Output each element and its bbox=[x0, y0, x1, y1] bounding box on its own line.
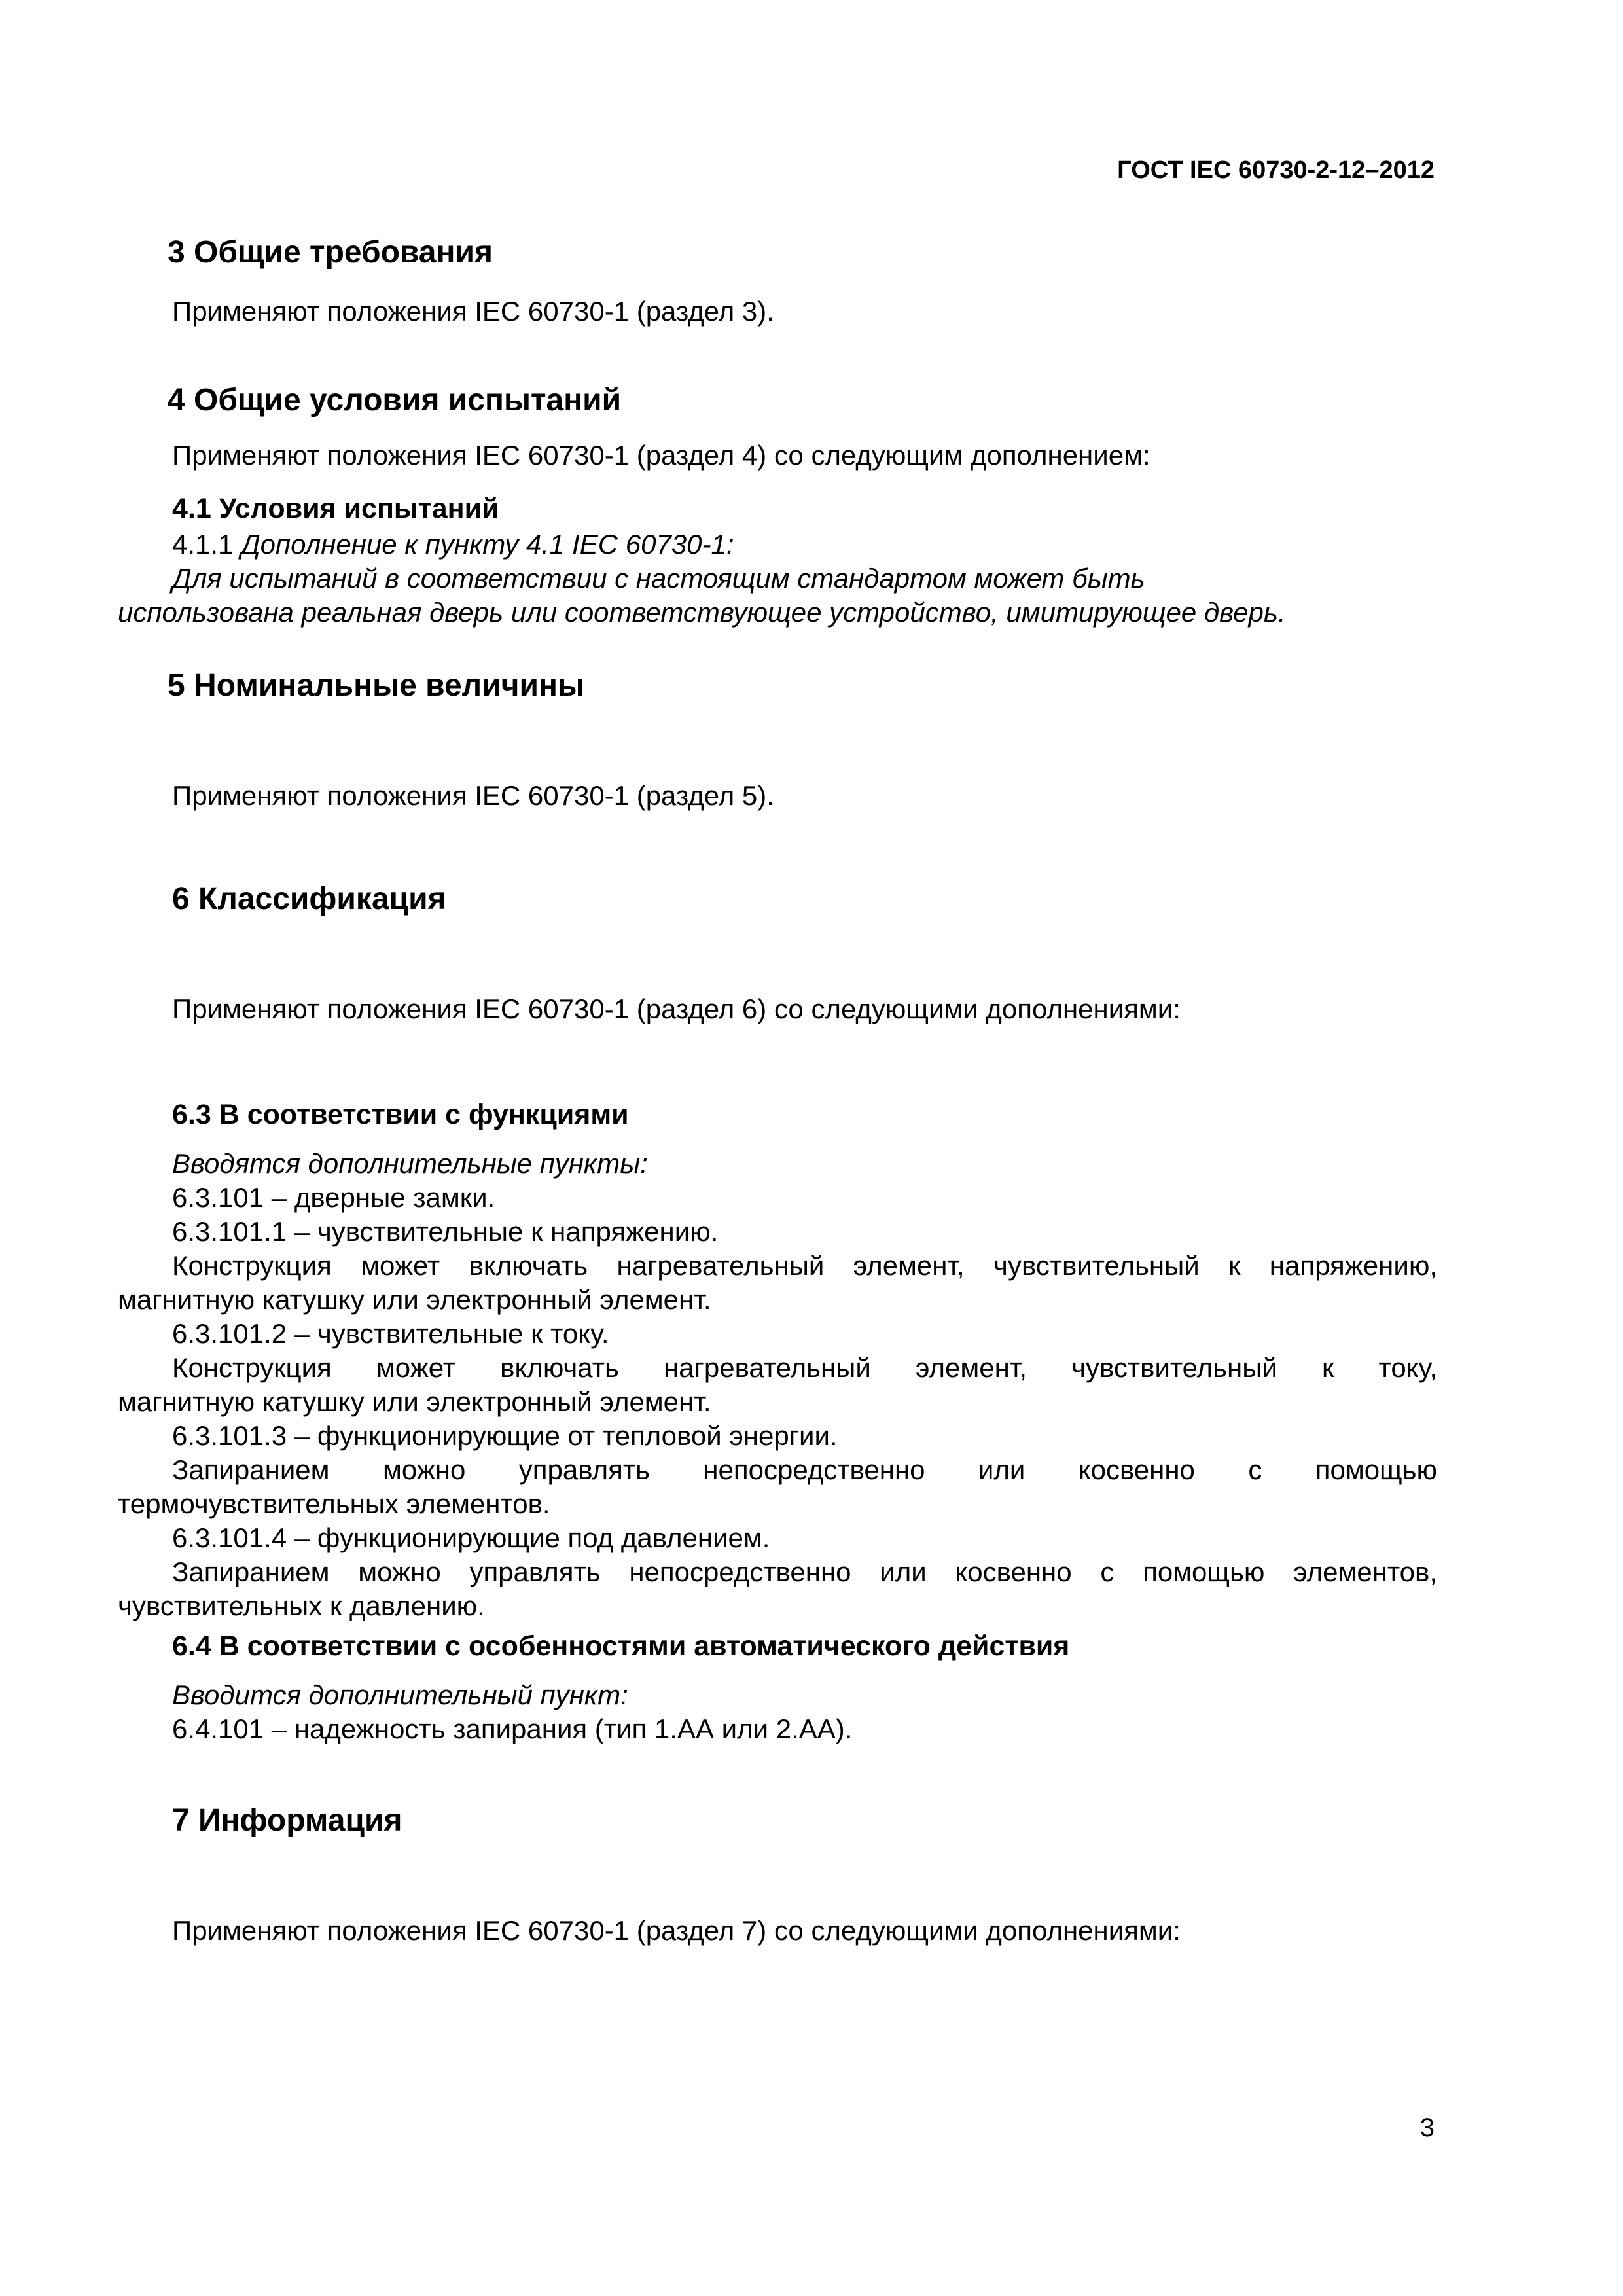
document-code: ГОСТ IEC 60730-2-12–2012 bbox=[1117, 156, 1435, 184]
paragraph-6-3-101-2-line-2: магнитную катушку или электронный элемент. bbox=[118, 1386, 711, 1417]
item-6-3-101-1: 6.3.101.1 – чувствительные к напряжению. bbox=[172, 1216, 719, 1247]
item-6-4-101: 6.4.101 – надежность запирания (тип 1.АА или 2.АА). bbox=[172, 1713, 853, 1744]
section-4-paragraph-line-1: Для испытаний в соответствии с настоящим стандартом может быть bbox=[172, 563, 1145, 594]
item-4-1-1 bbox=[172, 528, 734, 562]
subsection-6-4-intro: Вводится дополнительный пункт: bbox=[172, 1679, 628, 1710]
subsection-6-3-title: 6.3 В соответствии с функциями bbox=[172, 1099, 629, 1130]
section-3-title: 3 Общие требования bbox=[168, 235, 493, 270]
item-6-3-101-2: 6.3.101.2 – чувствительные к току. bbox=[172, 1318, 609, 1349]
item-6-3-101-3: 6.3.101.3 – функционирующие от тепловой энергии. bbox=[172, 1420, 838, 1451]
paragraph-6-3-101-1-line-2: магнитную катушку или электронный элемент. bbox=[118, 1284, 711, 1315]
section-5-text: Применяют положения IEC 60730-1 (раздел 5). bbox=[172, 780, 774, 811]
section-7-title: 7 Информация bbox=[172, 1803, 402, 1838]
paragraph-6-3-101-2-line-1: Конструкция может включать нагревательный элемент, чувствительный к току, bbox=[172, 1352, 1437, 1383]
section-5-title: 5 Номинальные величины bbox=[168, 668, 585, 703]
paragraph-6-3-101-1-line-1: Конструкция может включать нагревательный элемент, чувствительный к напряжению, bbox=[172, 1250, 1437, 1281]
subsection-4-1-title: 4.1 Условия испытаний bbox=[172, 493, 499, 524]
subsection-6-3-intro: Вводятся дополнительные пункты: bbox=[172, 1148, 648, 1179]
section-6-text: Применяют положения IEC 60730-1 (раздел 6) со следующими дополнениями: bbox=[172, 994, 1181, 1024]
item-4-1-1-number: 4.1.1 bbox=[172, 529, 241, 560]
item-4-1-1-text: Дополнение к пункту 4.1 IEC 60730-1: bbox=[241, 529, 734, 560]
section-7-text: Применяют положения IEC 60730-1 (раздел 7) со следующими дополнениями: bbox=[172, 1915, 1181, 1946]
section-3-text: Применяют положения IEC 60730-1 (раздел 3). bbox=[172, 296, 774, 327]
paragraph-6-3-101-4-line-2: чувствительных к давлению. bbox=[118, 1590, 485, 1621]
section-4-title: 4 Общие условия испытаний bbox=[168, 383, 622, 418]
paragraph-6-3-101-3-line-1: Запиранием можно управлять непосредственно или косвенно с помощью bbox=[172, 1454, 1437, 1485]
paragraph-6-3-101-3-line-2: термочувствительных элементов. bbox=[118, 1488, 550, 1519]
section-4-text: Применяют положения IEC 60730-1 (раздел 4) со следующим дополнением: bbox=[172, 440, 1150, 471]
section-6-title: 6 Классификация bbox=[172, 882, 446, 916]
item-6-3-101-4: 6.3.101.4 – функционирующие под давлением. bbox=[172, 1522, 770, 1553]
section-4-paragraph-line-2: использована реальная дверь или соответствующее устройство, имитирующее дверь. bbox=[118, 597, 1286, 628]
item-6-3-101: 6.3.101 – дверные замки. bbox=[172, 1182, 495, 1213]
paragraph-6-3-101-4-line-1: Запиранием можно управлять непосредственно или косвенно с помощью элементов, bbox=[172, 1556, 1437, 1587]
page-number: 3 bbox=[1419, 2113, 1435, 2142]
subsection-6-4-title: 6.4 В соответствии с особенностями автоматического действия bbox=[172, 1630, 1070, 1662]
